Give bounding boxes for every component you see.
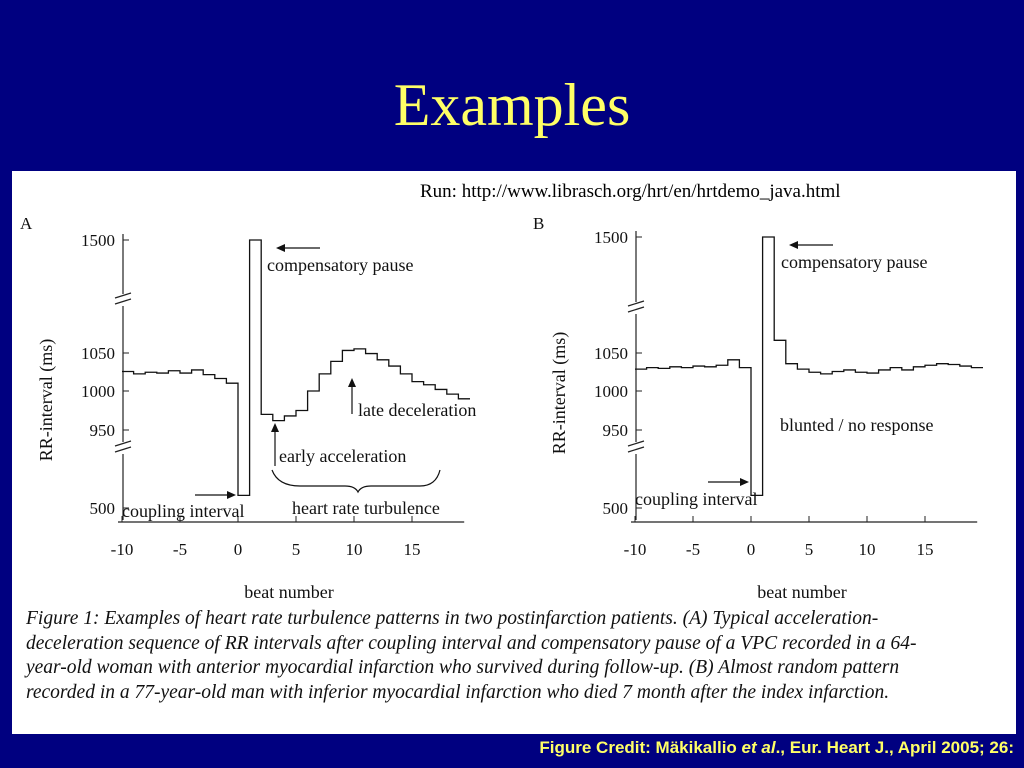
y-tick-label: 1000 <box>81 382 115 401</box>
x-tick-label: 10 <box>858 540 876 559</box>
y-tick-label: 1050 <box>594 344 628 363</box>
y-axis-label: RR-interval (ms) <box>36 338 56 462</box>
figure-caption <box>26 607 1016 705</box>
y-tick-label: 1500 <box>81 231 115 250</box>
axis-break-mark <box>628 447 644 452</box>
coupling-arrowhead <box>227 491 236 499</box>
pause-arrowhead <box>276 244 285 252</box>
caption-line: Figure 1: Examples of heart rate turbulence patterns in two postinfarction patients. (A) Typical acceleration- <box>26 608 879 629</box>
x-tick-label: 0 <box>233 540 243 559</box>
y-tick-label: 950 <box>602 421 628 440</box>
axis-break-mark <box>115 447 131 452</box>
turbulence-brace <box>272 470 440 492</box>
rr-interval-series <box>635 237 983 495</box>
slide-title: Examples <box>393 72 631 138</box>
caption-line: deceleration sequence of RR intervals after coupling interval and compensatory pause of a VPC recorded in a 64- <box>26 632 917 654</box>
x-tick-label: 5 <box>291 540 301 559</box>
coupling-interval-label: coupling interval <box>635 489 758 509</box>
y-tick-label: 1500 <box>594 228 628 247</box>
x-tick-label: 15 <box>916 540 934 559</box>
panel-label: A <box>20 214 33 233</box>
credit-prefix: Figure Credit: Mäkikallio <box>539 738 742 757</box>
compensatory-pause-label: compensatory pause <box>267 255 414 275</box>
y-tick-label: 950 <box>89 421 115 440</box>
early-accel-arrowhead <box>271 423 279 432</box>
credit-suffix: ., Eur. Heart J., April 2005; 26: <box>775 738 1014 757</box>
x-axis-label: beat number <box>757 582 847 602</box>
y-tick-label: 1050 <box>81 344 115 363</box>
run-link[interactable]: Run: http://www.librasch.org/hrt/en/hrtdemo_java.html <box>420 181 841 202</box>
coupling-interval-label: coupling interval <box>122 501 245 521</box>
y-axis-label: RR-interval (ms) <box>549 331 569 455</box>
x-tick-label: -5 <box>172 540 188 559</box>
x-tick-label: -10 <box>110 540 134 559</box>
x-tick-label: -10 <box>623 540 647 559</box>
late-decel-arrowhead <box>348 378 356 387</box>
credit-etal: et al <box>741 738 776 757</box>
x-axis-label: beat number <box>244 582 334 602</box>
y-tick-label: 500 <box>602 499 628 518</box>
x-tick-label: -5 <box>685 540 701 559</box>
axis-break-mark <box>115 299 131 304</box>
coupling-arrowhead <box>740 478 749 486</box>
y-tick-label: 500 <box>89 499 115 518</box>
heart-rate-turbulence-label: heart rate turbulence <box>292 498 440 518</box>
x-tick-label: 0 <box>746 540 756 559</box>
figure-credit <box>539 738 1014 758</box>
late-deceleration-label: late deceleration <box>358 400 477 420</box>
axis-break-mark <box>628 307 644 312</box>
caption-line: year-old woman with anterior myocardial infarction who survived during follow-up. (B) Almost random pattern <box>26 657 900 678</box>
y-tick-label: 1000 <box>594 382 628 401</box>
blunted-response-label: blunted / no response <box>780 415 934 435</box>
x-tick-label: 5 <box>804 540 814 559</box>
x-tick-label: 15 <box>403 540 421 559</box>
panel-label: B <box>533 214 545 233</box>
early-acceleration-label: early acceleration <box>279 446 407 466</box>
pause-arrowhead <box>789 241 798 249</box>
caption-line: recorded in a 77-year-old man with inferior myocardial infarction who died 7 month after the index infarction. <box>26 681 890 703</box>
compensatory-pause-label: compensatory pause <box>781 252 928 272</box>
x-tick-label: 10 <box>345 540 363 559</box>
